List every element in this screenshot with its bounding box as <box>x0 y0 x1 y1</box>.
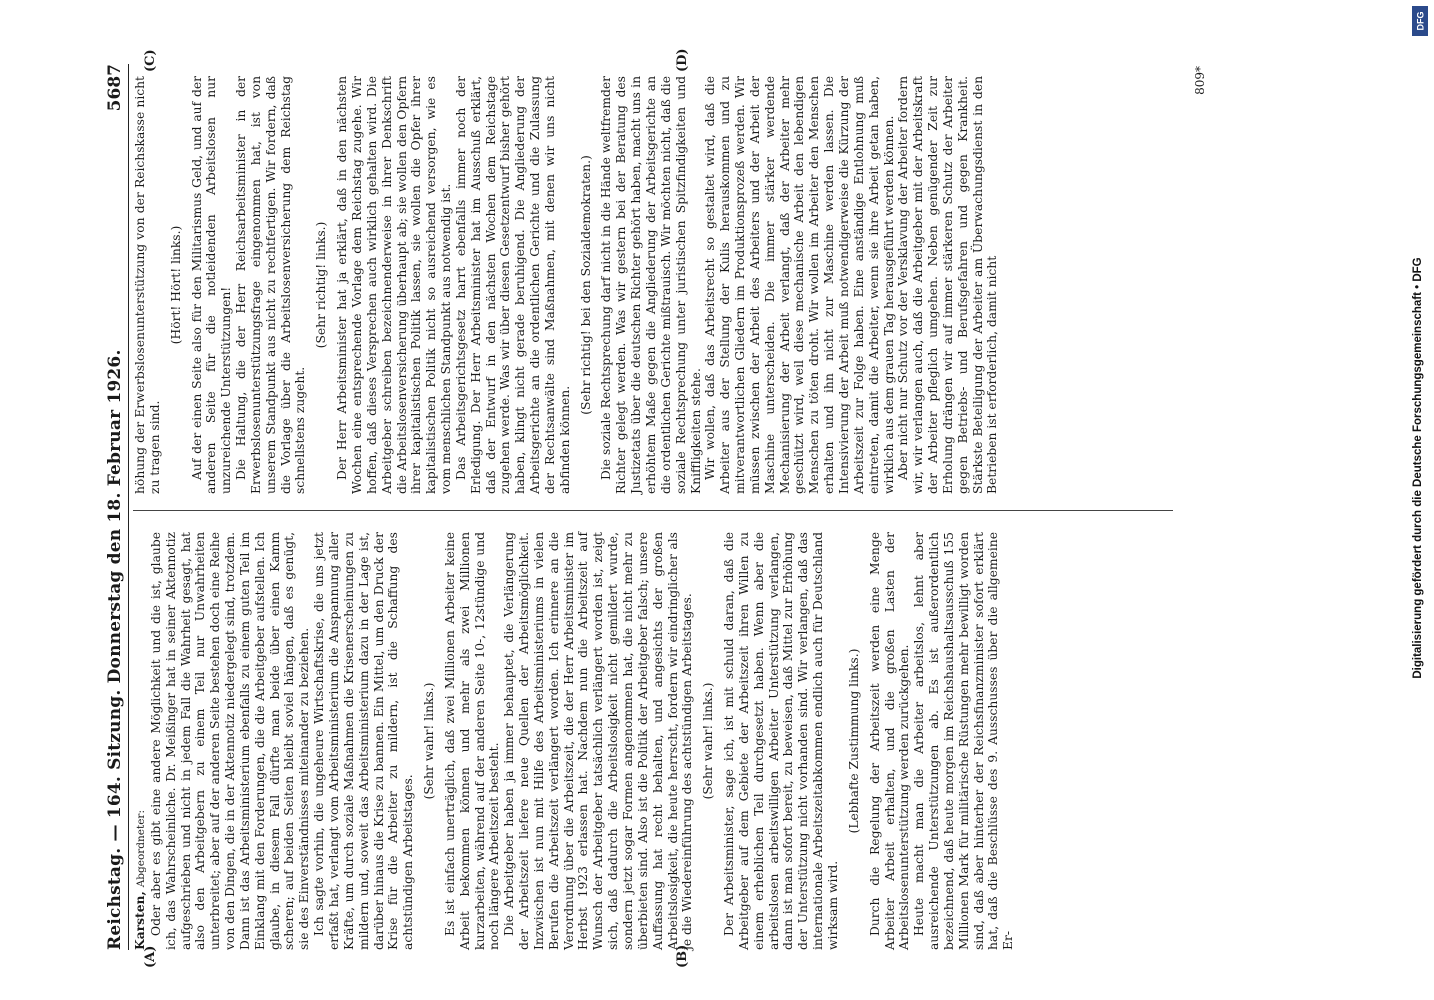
dfg-logo: DFG <box>1412 6 1428 36</box>
paragraph: Wir wollen, daß das Arbeitsrecht so gestaltet wird, daß die Arbeiter aus der Stellung der Kulis herauskommen und zu mitverantwortlichen Gliedern im Produktionsprozeß werden. Wir müssen zwischen der Arbeit des Arbeiters und der Arbeit der Maschine unterscheiden. Die immer stärker werdende Mechanisierung der Arbeit verlangt, daß der Arbeiter mehr geschützt wird, weil diese mechanische Arbeit den lebendigen Menschen zu töten droht. Wir wollen im Arbeiter den Menschen erhalten und ihn nicht zur Maschine werden lassen. Die Intensivierung der Arbeit muß notwendigerweise die Kürzung der Arbeitszeit zur Folge haben. Eine anständige Entlohnung muß eintreten, damit die Arbeiter, wenn sie ihre Arbeit getan haben, wirklich aus dem grauen Tag herausgeführt werden können. <box>703 76 896 494</box>
signature-mark: 809* <box>1193 66 1207 95</box>
page-number: 5687 <box>105 64 125 112</box>
paragraph: Aber nicht nur Schutz vor der Versklavung der Arbeiter fordern wir, wir verlangen auch, daß die Arbeitgeber mit der Arbeitskraft der Arbeiter pfleglich umgehen. Neben genügender Zeit zur Erholung drängen wir auf immer stärkeren Schutz der Arbeiter gegen Betriebs- und Berufsgefahren und gegen Krankheit. Stärkste Beteiligung der Arbeiter am Überwachungsdienst in den Betrieben ist erforderlich, damit nicht <box>896 76 1000 494</box>
running-title: Reichstag. — 164. Sitzung. Donnerstag den 18. Februar 1926. <box>105 349 125 950</box>
paragraph: Auf der einen Seite also für den Militarismus Geld, und auf der anderen Seite für die notleidenden Arbeitslosen nur unzureichende Unterstützungen! <box>189 76 234 494</box>
paragraph: Die Arbeitgeber haben ja immer behauptet, die Verlängerung der Arbeitszeit liefere neue Quellen der Arbeitsmöglichkeit. Inzwischen ist nun mit Hilfe des Arbeitsministeriums in vielen Berufen die Arbeitszeit verlängert worden. Ich erinnere an die Verordnung über die Arbeitszeit, die der Herr Arbeitsminister im Herbst 1923 erlassen hat. Nachdem nun die Arbeitszeit auf Wunsch der Arbeitgeber tatsächlich verlängert worden ist, zeigt sich, daß dadurch die Arbeitslosigkeit nicht gemildert wurde, sondern jetzt sogar Formen angenommen hat, die nicht mehr zu überbieten sind. Also ist die Politik der Arbeitgeber falsch; unsere Auffassung hat recht behalten, und angesichts der großen Arbeitslosigkeit, die heute herrscht, fordern wir eindringlicher als je die Wiedereinführung des achtstündigen Arbeitstages. <box>502 532 695 950</box>
left-column <box>133 532 1016 950</box>
margin-mark-c: (C) <box>143 49 158 72</box>
speaker-role: Abgeordneter: <box>135 810 147 888</box>
paragraph: Der Herr Arbeitsminister hat ja erklärt, daß in den nächsten Wochen eine entsprechende Vorlage dem Reichstag zugehe. Wir hoffen, daß dieses Versprechen auch wirklich gehalten wird. Die Arbeitgeber schreiben bezeichnenderweise in ihrer Denkschrift die Arbeitslosenversicherung überhaupt ab; sie wollen den Opfern ihrer kapitalistischen Politik lassen, sie wollen die Opfer ihrer kapitalistischen Politik nicht so ausreichend versorgen, wie es vom menschlichen Standpunkt aus notwendig ist. <box>335 76 454 494</box>
paragraph: Die Haltung, die der Herr Reichsarbeitsminister in der Erwerbslosenunterstützungsfrage eingenommen hat, ist von unserem Standpunkt aus nicht zu rechtfertigen. Wir fordern, daß die Vorlage über die Arbeitslosenversicherung dem Reichstag schnellstens zugeht. <box>234 76 308 494</box>
paragraph: Ich sagte vorhin, die ungeheure Wirtschaftskrise, die uns jetzt erfaßt hat, verlangt vom Arbeitsministerium die Anspannung aller Kräfte, um durch soziale Maßnahmen die Krisenerscheinungen zu mildern und, soweit das Arbeitsministerium dazu in der Lage ist, darüber hinaus die Krise zu bannen. Ein Mittel, um den Druck der Krise für die Arbeiter zu mildern, ist die Schaffung des achtstündigen Arbeitstages. <box>312 532 416 950</box>
paragraph: Die soziale Rechtsprechung darf nicht in die Hände weltfremder Richter gelegt werden. Was wir gestern bei der Beratung des Justizetats über die deutschen Richter gehört haben, macht uns in erhöhtem Maße gegen die Angliederung der Arbeitsgerichte an die ordentlichen Gerichte mißtrauisch. Wir möchten nicht, daß die soziale Rechtsprechung unter juristischen Spitzfindigkeiten und Kniffligkeiten stehe. <box>599 76 703 494</box>
speaker-name: Karsten, <box>132 891 147 950</box>
interjection: (Sehr richtig! bei den Sozialdemokraten.) <box>578 155 593 415</box>
margin-mark-a: (A) <box>143 945 158 968</box>
paragraph: Oder aber es gibt eine andere Möglichkeit und die ist, glaube ich, das Wahrscheinliche. Dr. Meißinger hat in seiner Aktennotiz aufgeschrieben und nicht in jedem Fall die Wahrheit gesagt, hat also den Arbeitgebern zu einem Teil nur Unwahrheiten unterbreitet; aber auf der anderen Seite bestehen doch eine Reihe von den Dingen, die in der Aktennotiz niedergelegt sind, trotzdem. Dann ist das Arbeitsministerium ebenfalls zu einem guten Teil im Einklang mit den Forderungen, die die Arbeitgeber aufstellen. Ich glaube, in diesem Fall dürfte man beide über einen Kamm scheren; auf beiden Seiten bleibt soviel hängen, daß es genügt, sie des Einverständnisses miteinander zu beziehen. <box>148 532 312 950</box>
right-column <box>133 76 1000 494</box>
attribution-strip <box>1406 0 1434 1000</box>
paragraph: Heute macht man die Arbeiter arbeitslos, lehnt aber ausreichende Unterstützungen ab. Es ist außerordentlich bezeichnend, daß heute morgen im Reichshaushaltsausschuß 155 Millionen Mark für militärische Rüstungen mehr bewilligt worden sind, daß aber hinterher der Reichsfinanzminister sofort erklärt hat, daß die Beschlüsse des 9. Ausschusses über die allgemeine Er- <box>912 532 1016 950</box>
interjection: (Sehr wahr! links.) <box>422 682 437 800</box>
interjection: (Lebhafte Zustimmung links.) <box>846 648 861 834</box>
rotated-page-frame <box>85 42 1215 972</box>
interjection: (Sehr richtig! links.) <box>314 221 329 349</box>
speaker-line <box>133 532 149 950</box>
margin-mark-b: (B) <box>675 944 690 968</box>
paragraph: Der Arbeitsminister, sage ich, ist mit schuld daran, daß die Arbeitgeber auf dem Gebiete der Arbeitszeit ihren Willen zu einem erheblichen Teil durchgesetzt haben. Wenn aber die arbeitslosen arbeitswilligen Arbeiter Unterstützung verlangen, dann ist man sofort bereit, zu beweisen, daß Mittel zur Erhöhung der Unterstützung nicht vorhanden sind. Wir verlangen, daß das internationale Arbeitszeitabkommen endlich auch für Deutschland wirksam wird. <box>722 532 840 950</box>
printed-page <box>85 42 1215 972</box>
margin-mark-d: (D) <box>675 48 690 72</box>
running-header <box>95 64 129 950</box>
paragraph: Durch die Regelung der Arbeitszeit werden eine Menge Arbeiter Arbeit erhalten, und die großen Lasten der Arbeitslosenunterstützung werden zurückgehen. <box>867 532 912 950</box>
interjection: (Hört! Hört! links.) <box>168 225 183 345</box>
column-divider <box>133 510 1173 511</box>
interjection: (Sehr wahr! links.) <box>701 682 716 800</box>
paragraph: Das Arbeitsgerichtsgesetz harrt ebenfalls immer noch der Erledigung. Der Herr Arbeitsminister hat im Ausschuß erklärt, daß der Entwurf in den nächsten Wochen dem Reichstage zugehen werde. Was wir über diesen Gesetzentwurf bisher gehört haben, klingt nicht gerade beruhigend. Die Angliederung der Arbeitsgerichte an die ordentlichen Gerichte und die Zulassung der Rechtsanwälte sind Maßnahmen, mit denen wir uns nicht abfinden können. <box>453 76 572 494</box>
attribution-text: Digitalisierung gefördert durch die Deutsche Forschungsgemeinschaft • DFG <box>1412 257 1424 679</box>
paragraph: höhung der Erwerbslosenunterstützung von der Reichskasse nicht zu tragen sind. <box>133 76 162 494</box>
paragraph: Es ist einfach unerträglich, daß zwei Millionen Arbeiter keine Arbeit bekommen können und mehr als zwei Millionen kurzarbeiten, während auf der anderen Seite 10-, 12stündige und noch längere Arbeitszeit besteht. <box>442 532 502 950</box>
